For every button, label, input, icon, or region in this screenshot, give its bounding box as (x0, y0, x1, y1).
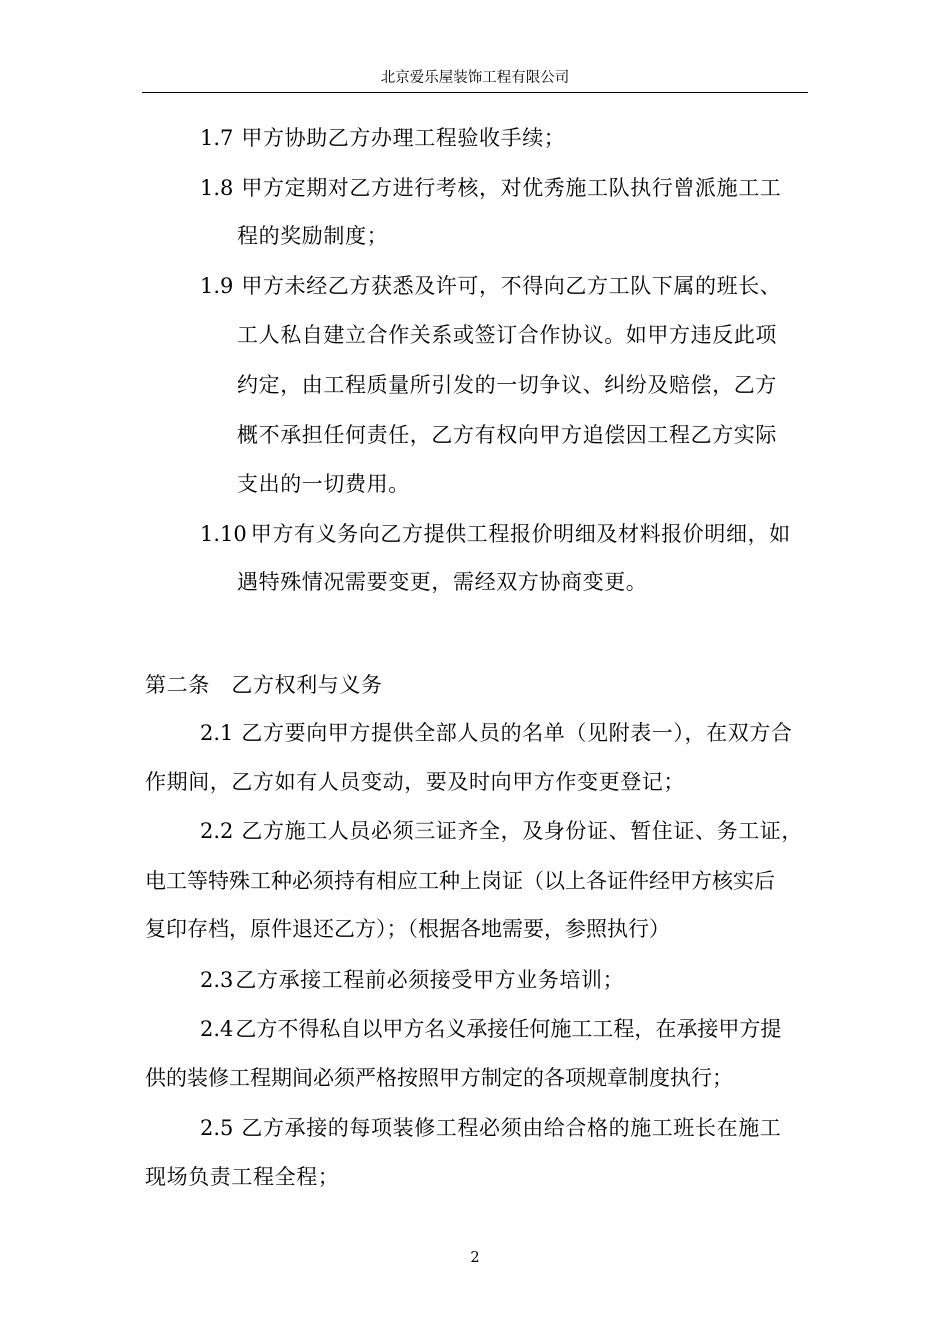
item-number: 1.9 (200, 274, 234, 298)
item-text: 乙方不得私自以甲方名义承接任何施工工程，在承接甲方提 (235, 1017, 782, 1041)
company-name: 北京爱乐屋装饰工程有限公司 (380, 70, 570, 86)
item-text: 甲方定期对乙方进行考核，对优秀施工队执行曾派施工工 (241, 176, 782, 200)
item-text: 工人私自建立合作关系或签订合作协议。如甲方违反此项 (237, 323, 777, 347)
item-text: 乙方要向甲方提供全部人员的名单（见附表一），在双方合 (241, 721, 793, 745)
item-1-9-cont-4 (237, 470, 410, 498)
item-number: 1.8 (200, 176, 234, 200)
item-2-2-cont-1 (145, 867, 775, 895)
item-2-4 (200, 1015, 781, 1043)
item-text: 乙方施工人员必须三证齐全，及身份证、暂住证、务工证， (241, 819, 804, 843)
item-number: 2.4 (200, 1017, 234, 1041)
item-2-2 (200, 817, 803, 845)
item-text: 甲方未经乙方获悉及许可，不得向乙方工队下属的班长、 (241, 274, 782, 298)
item-1-8-cont (237, 222, 388, 250)
item-text: 作期间，乙方如有人员变动，要及时向甲方作变更登记； (145, 770, 685, 794)
item-number: 2.5 (200, 1116, 234, 1140)
item-number: 1.7 (200, 126, 234, 150)
section-heading: 第二条 乙方权利与义务 (145, 673, 383, 697)
item-1-8 (200, 174, 781, 202)
item-text: 供的装修工程期间必须严格按照甲方制定的各项规章制度执行； (145, 1066, 733, 1090)
item-text: 乙方承接工程前必须接受甲方业务培训； (235, 968, 625, 992)
item-2-5 (200, 1114, 781, 1142)
item-text: 甲方协助乙方办理工程验收手续； (241, 126, 566, 150)
item-number: 1.10 (200, 522, 247, 546)
item-text: 甲方有义务向乙方提供工程报价明细及材料报价明细，如 (250, 522, 791, 546)
page-header (142, 68, 808, 93)
item-1-7 (200, 124, 565, 152)
item-2-3 (200, 966, 624, 994)
page-number: 2 (470, 1250, 480, 1266)
item-text: 复印存档，原件退还乙方）；（根据各地需要，参照执行） (145, 917, 670, 941)
item-2-5-cont (145, 1163, 339, 1191)
item-1-9-cont-2 (237, 371, 777, 399)
item-2-2-cont-2 (145, 915, 670, 943)
item-2-1-cont (145, 768, 685, 796)
item-text: 约定，由工程质量所引发的一切争议、纠纷及赔偿，乙方 (237, 373, 777, 397)
item-1-9-cont-1 (237, 321, 777, 349)
item-text: 现场负责工程全程； (145, 1165, 340, 1189)
item-1-10-cont (237, 568, 647, 596)
item-text: 遇特殊情况需要变更，需经双方协商变更。 (237, 570, 648, 594)
item-2-1 (200, 719, 793, 747)
item-text: 电工等特殊工种必须持有相应工种上岗证（以上各证件经甲方核实后 (145, 869, 775, 893)
item-text: 程的奖励制度； (237, 224, 389, 248)
item-text: 概不承担任何责任，乙方有权向甲方追偿因工程乙方实际 (237, 423, 777, 447)
item-1-10 (200, 520, 791, 548)
item-number: 2.1 (200, 721, 234, 745)
item-number: 2.3 (200, 968, 234, 992)
item-text: 乙方承接的每项装修工程必须由给合格的施工班长在施工 (241, 1116, 782, 1140)
item-number: 2.2 (200, 819, 234, 843)
item-text: 支出的一切费用。 (237, 472, 410, 496)
item-1-9 (200, 272, 781, 300)
item-2-4-cont (145, 1064, 733, 1092)
item-1-9-cont-3 (237, 421, 777, 449)
